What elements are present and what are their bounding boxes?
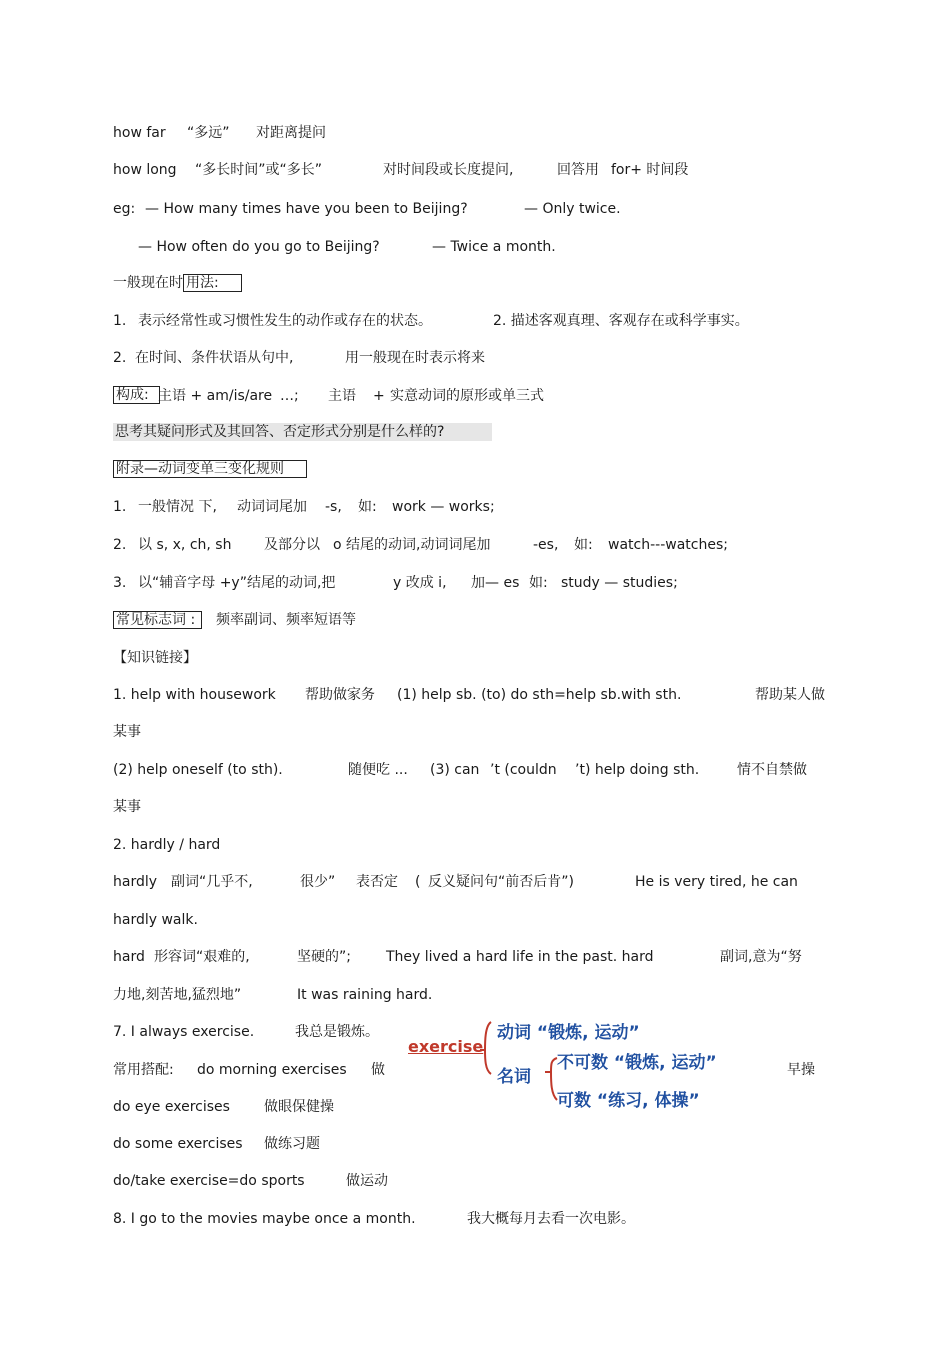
diagram-countable: 可数 “练习, 体操” [557,1091,700,1111]
usage-future-clause: 在时间、条件状语从句中, [135,350,294,366]
k1-continued: 某事 [113,724,141,740]
eg-question-1: — How many times have you been to Beijing? [145,201,468,217]
structure-plus: + [373,388,385,404]
think-question [113,423,492,441]
hardly-paren: ( [415,874,421,890]
rule-1-example: work — works; [392,499,495,515]
how-far-label: how far [113,125,166,141]
hard-adj-meaning: 形容词“艰难的, [154,949,250,965]
usage-future-text: 用一般现在时表示将来 [345,350,485,366]
k2-pattern-c: ’t) help doing sth. [575,762,700,778]
rule-3-suffix: 加— es [471,575,520,591]
rule-1-case-a: 一般情况 [138,499,194,515]
usage-1-text [138,312,432,330]
how-far-usage: 对距离提问 [256,125,326,141]
collocation-1-meaning-b: 早操 [787,1062,815,1078]
diagram-verb: 动词 “锻炼, 运动” [497,1023,640,1043]
eg-answer-1: — Only twice. [524,201,621,217]
think-question-text: 思考其疑问形式及其回答、否定形式分别是什么样的? [113,423,492,441]
k1-pattern: (1) help sb. (to) do sth=help sb.with sth. [397,687,682,703]
k13-sentence: 8. I go to the movies maybe once a month. [113,1211,416,1227]
usage-1-text-b: 常性或习惯性发生的动作或存在的状态。 [180,313,432,329]
how-far-meaning: “多远” [187,125,230,141]
rule-2-eg: 如: [574,537,593,553]
hardly-example-cont: hardly walk. [113,912,198,928]
k1-pattern-meaning: 帮助某人做 [755,687,825,703]
hard-adv-example: It was raining hard. [297,987,433,1003]
rule-3-num: 3. [113,575,127,591]
usage-1-text-a: 表示经 [138,313,180,329]
rule-1-action: 动词词尾加 [237,499,307,515]
rule-2-num: 2. [113,537,127,553]
hard-word: hard [113,949,145,965]
diagram-noun: 名词 [497,1067,531,1087]
collocation-2: do eye exercises [113,1099,230,1115]
collocation-4-meaning: 做运动 [346,1173,388,1189]
structure-label-box: 构成: [113,386,160,404]
rule-2-partial: 及部分以 [264,537,320,553]
k2-continued: 某事 [113,799,141,815]
structure-subject: 主语 [328,388,356,404]
hardly-meaning: 副词“几乎不, [171,874,253,890]
markers-label-box: 常见标志词 : [113,611,202,629]
collocation-label: 常用搭配: [113,1062,174,1078]
how-long-label: how long [113,162,177,178]
collocation-1: do morning exercises [197,1062,347,1078]
k8-translation: 我总是锻炼。 [295,1024,379,1040]
collocation-3-meaning: 做练习题 [264,1136,320,1152]
structure-label [113,386,160,404]
hard-example: They lived a hard life in the past. hard [386,949,654,965]
k1-phrase: 1. help with housework [113,687,276,703]
markers-text: 频率副词、频率短语等 [216,612,356,628]
rule-2-case: 以 s, x, ch, sh [138,537,232,553]
k2-meaning: 随便吃 ... [348,762,408,778]
collocation-1-meaning-a: 做 [371,1062,385,1078]
usage-future-num: 2. [113,350,127,366]
k2-pattern-b: ’t (couldn [490,762,557,778]
collocation-4: do/take exercise=do sports [113,1173,305,1189]
collocation-3: do some exercises [113,1136,243,1152]
k2-phrase: (2) help oneself (to sth). [113,762,283,778]
rule-3-case: 以“辅音字母 +y”结尾的动词,把 [138,575,336,591]
how-long-meaning: “多长时间”或“多长” [195,162,323,178]
hardly-negation: 表否定 [356,874,398,890]
hardly-word: hardly [113,874,158,890]
collocation-2-meaning: 做眼保健操 [264,1099,334,1115]
structure-ellipsis: …; [280,388,299,404]
hardly-tag-rule: 反义疑问句“前否后肯”) [428,874,574,890]
k2-pattern-meaning: 情不自禁做 [737,762,807,778]
usage-2-text: 2. 描述客观真理、客观存在或科学事实。 [493,313,749,329]
hard-adv-meaning: 副词,意为“努 [720,949,802,965]
how-long-answer-form: for+ 时间段 [611,162,689,178]
usage-1-num: 1. [113,313,127,329]
rule-2-action: o 结尾的动词,动词词尾加 [333,537,491,553]
how-long-usage: 对时间段或长度提问, [383,162,514,178]
hard-adv-meaning-cont: 力地,刻苦地,猛烈地” [113,987,242,1003]
appendix-heading-box: 附录—动词变单三变化规则 [113,460,307,478]
knowledge-heading: 【知识链接】 [113,650,197,666]
eg-answer-2: — Twice a month. [432,239,556,255]
hardly-example: He is very tired, he can [635,874,798,890]
usage-heading [113,274,242,292]
rule-1-suffix: -s, [325,499,342,515]
k2-pattern-a: (3) can [430,762,480,778]
usage-heading-box: 用法: [183,274,242,292]
k3-heading: 2. hardly / hard [113,837,221,853]
k8-sentence: 7. I always exercise. [113,1024,255,1040]
eg-label: eg: [113,201,136,217]
rule-1-case-b: 下, [198,499,217,515]
structure-verb: 实意动词的原形或单三式 [390,388,544,404]
rule-1-num: 1. [113,499,127,515]
diagram-root: exercise [408,1037,484,1056]
inner-bracket [545,1058,557,1100]
exercise-diagram [405,1012,785,1116]
rule-3-eg: 如: [529,575,548,591]
rule-3-change: y 改成 i, [393,575,447,591]
usage-heading-prefix: 一般现在时 [113,275,183,291]
markers-label [113,611,202,629]
diagram-uncountable: 不可数 “锻炼, 运动” [557,1053,717,1073]
how-long-answer: 回答用 [557,162,599,178]
hardly-meaning-b: 很少” [300,874,336,890]
rule-2-example: watch---watches; [608,537,728,553]
rule-1-case [138,498,217,516]
eg-question-2: — How often do you go to Beijing? [138,239,380,255]
rule-3-example: study — studies; [561,575,678,591]
appendix-heading [113,460,307,478]
rule-2-suffix: -es, [533,537,559,553]
k13-translation: 我大概每月去看一次电影。 [467,1211,635,1227]
rule-1-eg: 如: [358,499,377,515]
hard-adj-meaning-b: 坚硬的”; [297,949,351,965]
structure-form-1: 主语 + am/is/are [158,388,273,404]
k1-meaning: 帮助做家务 [305,687,375,703]
